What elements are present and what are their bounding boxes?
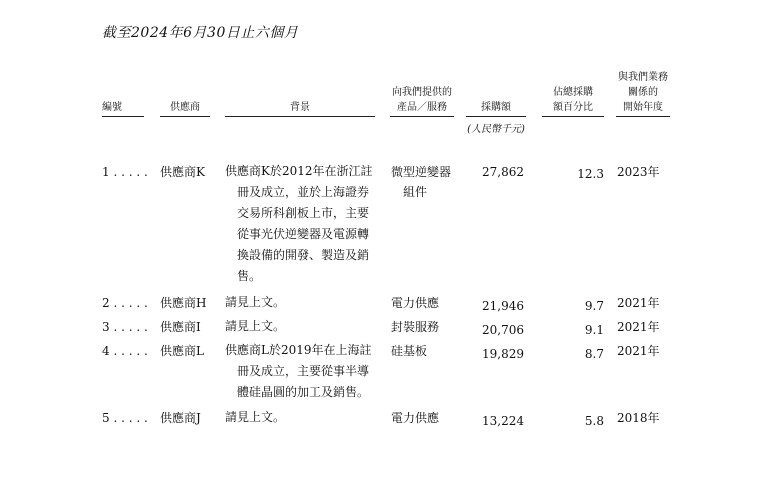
purchase-amount: 19,829 xyxy=(482,347,524,361)
background-line: 換設備的開發、製造及銷 xyxy=(237,248,370,262)
start-year: 2021年 xyxy=(617,320,660,334)
background-line: 交易所科創板上市，主要 xyxy=(237,206,370,220)
supplier-name: 供應商L xyxy=(160,344,204,358)
purchase-percentage: 9.7 xyxy=(584,299,604,313)
start-year: 2021年 xyxy=(617,296,660,310)
header-year-line3: 開始年度 xyxy=(616,100,670,117)
background-line: 請見上文。 xyxy=(225,295,286,309)
header-no: 編號 xyxy=(102,100,144,117)
background-line: 供應商K於2012年在浙江註 xyxy=(225,164,373,178)
purchase-percentage: 5.8 xyxy=(584,414,604,428)
product-line: 電力供應 xyxy=(391,411,440,425)
background-line: 售。 xyxy=(237,269,262,283)
header-products-line1: 向我們提供的 xyxy=(392,87,452,98)
background-line: 體硅晶圓的加工及銷售。 xyxy=(237,385,370,399)
supplier-name: 供應商J xyxy=(160,411,201,425)
background-line: 請見上文。 xyxy=(225,319,286,333)
row-number: 2 . . . . . xyxy=(102,296,148,310)
background-line: 從事光伏逆變器及電源轉 xyxy=(237,227,370,241)
table-title: 截至2024年6月30日止六個月 xyxy=(102,25,299,41)
background-line: 供應商L於2019年在上海註 xyxy=(225,343,372,357)
product-line: 封裝服務 xyxy=(391,320,440,334)
purchase-percentage: 9.1 xyxy=(584,323,604,337)
purchase-amount: 27,862 xyxy=(482,165,524,179)
purchase-percentage: 8.7 xyxy=(584,347,604,361)
product-line: 硅基板 xyxy=(391,344,428,358)
header-percentage-line2: 額百分比 xyxy=(542,100,604,117)
start-year: 2021年 xyxy=(617,344,660,358)
background-line: 冊及成立，並於上海證券 xyxy=(237,185,370,199)
row-number: 4 . . . . . xyxy=(102,344,148,358)
product-line: 微型逆變器 xyxy=(391,165,452,179)
product-line: 組件 xyxy=(403,185,428,199)
row-number: 3 . . . . . xyxy=(102,320,148,334)
supplier-name: 供應商H xyxy=(160,296,207,310)
header-year-line1: 與我們業務 xyxy=(618,72,668,83)
header-amount-unit: (人民幣千元) xyxy=(467,124,525,135)
header-amount: 採購額 xyxy=(466,100,526,117)
header-percentage-line1: 佔總採購 xyxy=(553,87,593,98)
row-number: 5 . . . . . xyxy=(102,411,148,425)
purchase-amount: 13,224 xyxy=(482,414,524,428)
header-year-line2: 關係的 xyxy=(628,87,658,98)
header-products-line2: 產品／服務 xyxy=(390,100,454,117)
supplier-name: 供應商I xyxy=(160,320,201,334)
purchase-amount: 21,946 xyxy=(482,299,524,313)
purchase-percentage: 12.3 xyxy=(577,167,604,181)
start-year: 2018年 xyxy=(617,411,660,425)
purchase-amount: 20,706 xyxy=(482,323,524,337)
row-number: 1 . . . . . xyxy=(102,165,148,179)
product-line: 電力供應 xyxy=(391,296,440,310)
background-line: 冊及成立，主要從事半導 xyxy=(237,364,370,378)
background-line: 請見上文。 xyxy=(225,410,286,424)
header-supplier: 供應商 xyxy=(160,100,210,117)
start-year: 2023年 xyxy=(617,165,660,179)
supplier-name: 供應商K xyxy=(160,165,205,179)
header-background: 背景 xyxy=(225,100,375,117)
